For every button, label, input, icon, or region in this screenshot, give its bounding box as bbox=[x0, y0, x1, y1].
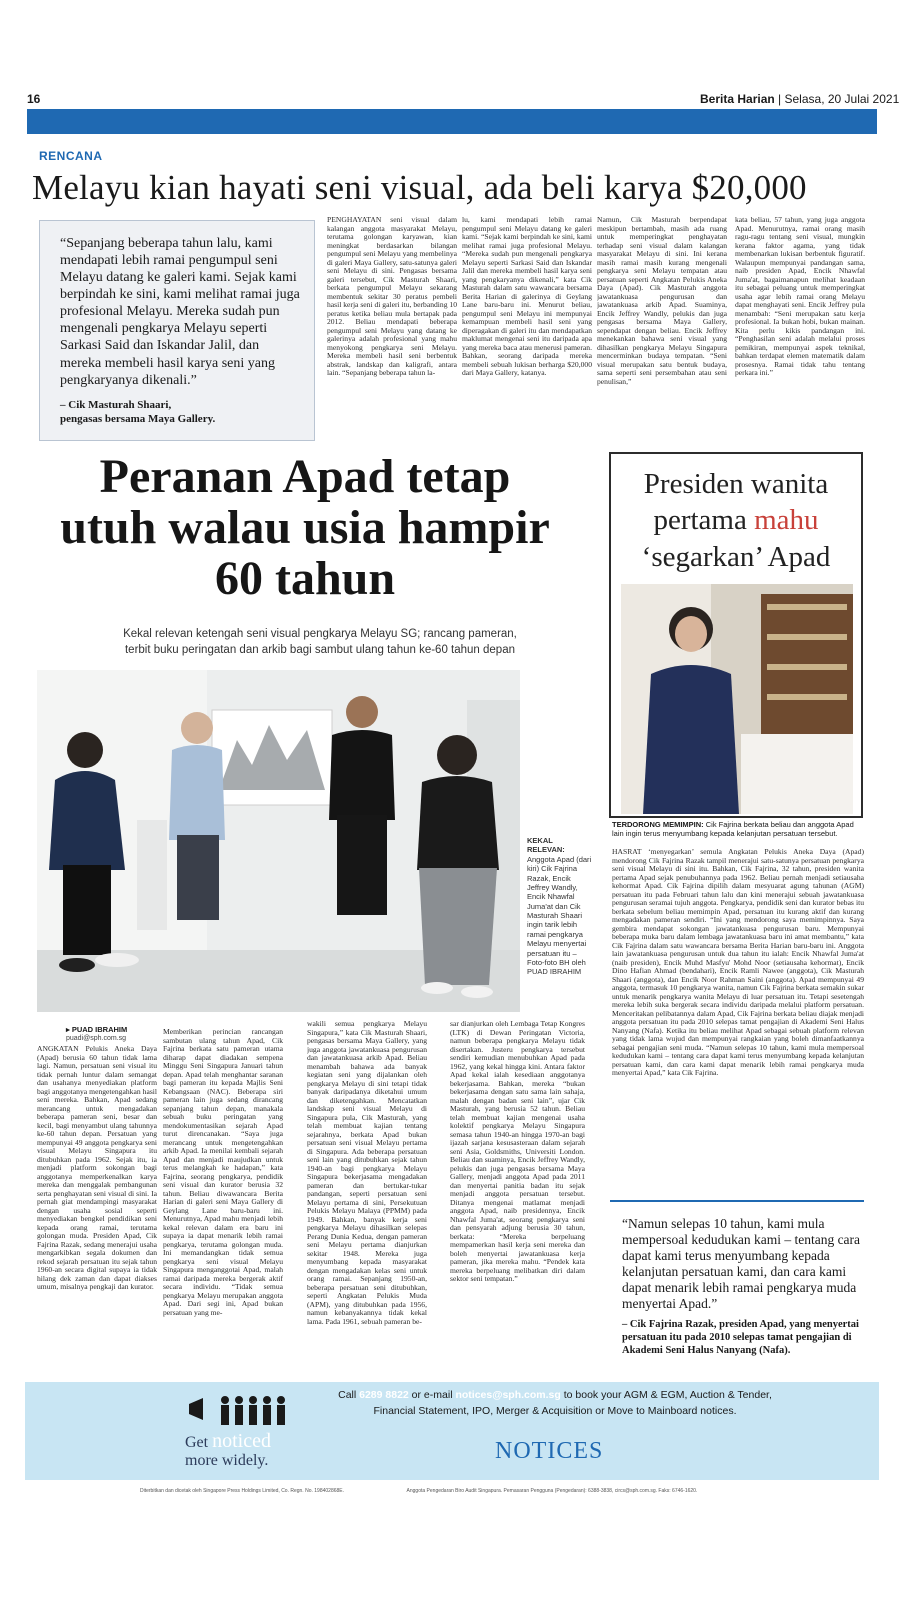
ad-text-part: or e-mail bbox=[408, 1389, 456, 1401]
story1-col-3: Namun, Cik Masturah berpendapat meskipun bertambah, masih ada ruang untuk memperingkat penghayatan terhadap seni visual dalam kalangan masyarakat Melayu di sini. Ini kerana masih ramai masih kurang mengenali pengkarya seni Melayu tempatan atau persatuan seperti Angkatan Pelukis Aneka Daya (Apad). Cik Masturah anggota jawatankuasa pengurusan dan jawatankuasa arkib Apad. Suaminya, Encik Jeffrey Wandly, pelukis dan juga pengasas bersama Maya Gallery, sependapat dengan beliau. Encik Jeffrey menekankan bahawa seni visual yang dihasilkan pengkarya Melayu Singapura mencerminkan budaya tempatan. “Seni visual merupakan satu bentuk budaya, sama seperti seni persembahan atau seni penulisan,” bbox=[597, 216, 727, 386]
story2-col-1: ANGKATAN Pelukis Aneka Daya (Apad) berusia 60 tahun tidak lama lagi. Namun, persatuan seni visual itu tidak pernah luntur dalam semangat dan usahanya menyediakan platform bagi anggotanya mengetengahkan hasil seni mereka. Bahkan, Apad sedang merancang untuk mengadakan beberapa pameran seni, besar dan kecil, bagi menyambut ulang tahunnya ke-60 tahun depan. Persatuan yang mempunyai 49 anggota pengkarya seni visual Melayu Singapura itu ditubuhkan pada 1962. Sejak itu, ia menjadi platform sokongan bagi anggotanya memperkenalkan karya mereka dan menggalak pembangunan serta penghayatan seni visual di sini. Ia pernah giat mendampingi masyarakat dengan usaha sosial seperti menyediakan bengkel pendidikan seni kepada orang ramai, terutama golongan muda. Presiden Apad, Cik Fajrina Razak, sedang menerajui usaha mengarkibkan segala dokumen dan rekod sejarah persatuan itu sejak tahun 1960-an secara digital supaya ia tidak hilang dek zaman dan dapat diakses umum, misalnya pengkaji dan kurator. bbox=[37, 1045, 157, 1291]
sidebar-headline-accent: mahu bbox=[754, 504, 819, 537]
sidebar-headline bbox=[611, 466, 861, 575]
sidebar-pull-quote-box bbox=[610, 1200, 864, 1356]
sidebar-headline-line-1: Presiden wanita bbox=[643, 468, 829, 500]
notices-advertisement[interactable] bbox=[25, 1382, 879, 1480]
byline-email[interactable]: puadi@sph.com.sg bbox=[66, 1035, 127, 1042]
ad-text bbox=[315, 1388, 795, 1420]
sidebar-caption-body: Cik Fajrina berkata beliau dan anggota Apad lain ingin terus menyumbang kepada kelanjutan persatuan tersebut. bbox=[612, 820, 854, 839]
story2-col-4: sar dianjurkan oleh Lembaga Tetap Kongres (LTK) di Dewan Peringatan Victoria, namun beberapa pengkarya Melayu tidak disertakan. Justeru pengkarya tersebut sendiri kemudian menubuhkan Apad pada 1962, yang kekal hingga kini. Antara faktor Apad kekal ialah kesediaan anggotanya bekerjasama. Bahkan, mereka “bukan bekerjasama dengan satu sama lain sahaja, malah dengan badan seni lain”, ujar Cik Masturah, yang berusia 52 tahun. Beliau telah membuat kajian mengenai usaha kolektif pengkarya Melayu Singapura semasa tahun 1940-an hingga 1970-an bagi ijazah sarjana kesusasteraan dalam sejarah seni Asia, Goldsmiths, Universiti London. Beliau dan suaminya, Encik Jeffrey Wandly, pelukis dan juga pengasas bersama Maya Gallery, menjadi anggota Apad pada 2011 dan menyertai panitia badan itu sejak menjadi anggota persatuan tersebut. Ditanya mengenai matlamat menjadi anggota Apad, naib presidennya, Encik Nhawfal Juma'at, seorang pengkarya seni dan pensyarah adjung berusia 30 tahun, berkata: “Mereka berpeluang mempamerkan hasil kerja seni mereka dan boleh menyertai jawatankuasa kerja pameran, jika mereka mahu. “Pendek kata mereka berpeluang melibatkan diri dalam sektor seni tempatan.” bbox=[450, 1020, 585, 1283]
pull-quote-box bbox=[39, 220, 315, 441]
headline-2: Peranan Apad tetap utuh walau usia hampir 60 tahun bbox=[60, 450, 550, 605]
ad-text-part: to book your AGM & EGM, Auction & Tender, bbox=[560, 1389, 772, 1401]
president-photo-illustration bbox=[621, 584, 853, 814]
byline-name: ▸ PUAD IBRAHIM bbox=[66, 1025, 128, 1034]
sidebar-pull-quote-text: “Namun selepas 10 tahun, kami mula mempersoal kedudukan kami – tentang cara dapat kami terus menyumbang kepada kelanjutan persatuan kami, dan cara kami dapat menarik lebih ramai pengkarya muda menyertai Apad.” bbox=[622, 1216, 861, 1311]
photo1-caption-body: Anggota Apad (dari kiri) Cik Fajrina Razak, Encik Jeffrey Wandly, Encik Nhawfal Juma'at dan Cik Masturah Shaari ingin tarik lebih ramai pengkarya Melayu menyertai persatuan itu – Foto-foto BH oleh PUAD IBRAHIM bbox=[527, 854, 592, 977]
sidebar-body: HASRAT ‘menyegarkan’ semula Angkatan Pelukis Aneka Daya (Apad) mendorong Cik Fajrina Razak tampil menerajui satu-satunya persatuan pengkarya seni visual Melayu di sini itu. Bahkan, Cik Fajrina, 32 tahun, presiden wanita pertama Apad sejak penubuhannya pada 1962. Beliau pernah menjadi setiausaha kehormat Apad. Cik Fajrina dipilih dalam mesyuarat agung tahunan (AGM) persatuan itu pada Februari tahun lalu dan kini menerajui sebuah jawatankuasa pengurusan seramai tujuh anggota. Pengkarya, pendidik seni dan kurator bebas itu berkata sebelum beliau memimpin Apad, persatuan itu kurang aktif dan kurang mengadakan pameran sendiri. “Ini yang mendorong saya memimpinnya. Saya gembira mendapat sokongan jawatankuasa pengurusan baru. Mempunyai beberapa muka baru dalam lembaga jawatankuasa baru ini amat membantu,” kata Cik Fajrina dalam satu wawancara bersama Berita Harian baru-baru ini. Anggota lain jawatankuasa pengurusan untuk dua tahun itu ialah: Encik Nhawfal Juma'at (naib presiden), Encik Muhd Masfyu' Mohd Noor (setiausaha kehormat), Encik Dino Hafian Ahmad (bendahari), Encik Ramli Nawee (anggota), Cik Masturah Shaari (anggota), dan Encik Noor Rahman Saini (anggota). Apad mempunyai 49 anggota, termasuk 10 pengkarya wanita, namun Cik Fajrina berkata semakin sukar untuk menarik pengkarya wanita Melayu di luar persatuan itu. Tetapi sesetengah mereka lebih suka bergerak secara individu daripada melalui platform persatuan. Menceritakan pelibatannya dalam Apad, Cik Fajrina berkata beliau diajak menjadi anggota persatuan itu pada 2010 selepas tamat pengajian di Akademi Seni Halus Nanyang (Nafa). Ketika itu beliau melihat Apad sebagai sebuah platform relevan yang tidak lama wujud dan mempunyai rangkaian yang boleh dimanfaatkannya sebagai pengajian seni muda. “Namun selepas 10 tahun, kami mula mempersoal kedudukan kami – tentang cara dapat kami terus menyumbang kepada kelanjutan persatuan kami, dan cara kami dapat menarik lebih ramai pengkarya muda menyertai Apad,” kata Cik Fajrina. bbox=[612, 848, 864, 1077]
story1-col-1: PENGHAYATAN seni visual dalam kalangan anggota masyarakat Melayu, terutama golongan karyawan, kian meningkat berdasarkan bilangan pengumpul seni Melayu yang membelinya di galeri Maya Gallery, satu-satunya galeri seni Melayu di sini. Pengasas bersama galeri tersebut, Cik Masturah Shaari, berkata pengumpul Melayu sekarang membentuk sekitar 30 peratus pembeli hasil kerja seni di galeri itu, berbanding 10 peratus ketika beliau mula bertapak pada 2012. Beliau mendapati beberapa pengumpul seni Melayu yang datang ke galerinya adalah profesional yang mahu menyokong pengkarya seni Melayu. Mereka membeli hasil seni berbentuk abstrak, landskap dan kaligrafi, antara lain. “Sepanjang beberapa tahun la- bbox=[327, 216, 457, 377]
masthead: Berita Harian | Selasa, 20 Julai 2021 bbox=[700, 92, 900, 106]
footer-left: Diterbitkan dan dicetak oleh Singapore Press Holdings Limited, Co. Regn. No. 198402868E. bbox=[140, 1488, 345, 1494]
ad-phone[interactable]: 6289 8822 bbox=[359, 1389, 409, 1401]
photo1-caption-title-1: KEKAL bbox=[527, 836, 553, 845]
photo1-caption bbox=[527, 836, 593, 977]
sidebar-headline-line-2 bbox=[611, 502, 861, 538]
sidebar-box bbox=[609, 452, 863, 818]
pull-quote-attribution bbox=[60, 398, 300, 427]
issue-date: Selasa, 20 Julai 2021 bbox=[784, 92, 900, 106]
pull-quote-attr-line-1: – Cik Masturah Shaari, bbox=[60, 398, 172, 411]
story2-col-2: Memberikan perincian rancangan sambutan ulang tahun Apad, Cik Fajrina berkata satu pameran utama diharap dapat diadakan sempena Minggu Seni Singapura Januari tahun depan. Apad telah menghantar saranan bagi pameran itu kepada Majlis Seni Kebangsaan (NAC). Beberapa siri pameran lain juga sedang dirancang sepanjang tahun depan, manakala sebuah buku peringatan yang mendokumentasikan sejarah Apad turut direncanakan. “Saya juga merancang untuk mengetengahkan arkib Apad. Ia menilai kembali sejarah Apad dan menjadi maujudkan untuk terus melangkah ke hadapan,” kata Fajrina, seorang pengkarya, pendidik seni visual dan kurator berusia 32 tahun. Beliau diwawancara Berita Harian di galeri seni Maya Gallery di Geylang Lane baru-baru ini. Menurutnya, Apad mahu menjadi lebih kekal relevan dalam era baru ini supaya ia dapat menarik lebih ramai pengkarya, terutama golongan muda. Ini memandangkan tidak semua pengkarya seni visual Melayu Singapura menganggotai Apad, malah ramai daripada mereka bergerak aktif secara individu. “Tidak semua pengkarya Melayu merupakan anggota Apad. Dari segi ini, Apad bukan persatuan yang me- bbox=[163, 1028, 283, 1317]
ad-text-part: Call bbox=[338, 1389, 360, 1401]
story2-col-3: wakili semua pengkarya Melayu Singapura,” kata Cik Masturah Shaari, pengasas bersama Maya Gallery, yang juga anggota jawatankuasa pengurusan dan jawatankuasa arkib Apad. Beliau menambah bahawa ada banyak kegiatan seni yang dijalankan oleh pengkarya Melayu di sini tetapi tidak banyak daripadanya diketahui umum dan diketengahkan. Mencatatkan landskap seni visual Melayu di Singapura pula, Cik Masturah, yang telah membuat kajian tentang sejarahnya, berkata Apad bukan persatuan seni visual Melayu pertama di Singapura. Ada beberapa persatuan seni lain yang ditubuhkan sejak tahun 1940-an bagi pengkarya Melayu Singapura bekerjasama mengadakan pameran dan bertukar-tukar pandangan, seperti persatuan seni Melayu pertama di sini, Persekutuan Pelukis Melayu Malaya (PPMM) pada 1949. Bahkan, banyak kerja seni pengkarya Melayu dihasilkan selepas Perang Dunia Kedua, dengan pameran seni Melayu pertama dianjurkan sekitar 1948. Mereka juga menyumbang kepada masyarakat dengan mengadakan kelas seni untuk orang ramai. Sepanjang 1950-an, beberapa persatuan seni ditubuhkan, seperti Angkatan Pelukis Muda (APM), yang ditubuhkan pada 1956, namun kebanyakannya tidak kekal lama. Pada 1961, sebuah pameran be- bbox=[307, 1020, 427, 1326]
ad-tagline-highlight: noticed bbox=[212, 1430, 271, 1452]
header-bar bbox=[27, 109, 877, 134]
ad-tagline bbox=[185, 1430, 271, 1470]
sidebar-photo-caption bbox=[612, 820, 862, 839]
president-photo bbox=[621, 584, 853, 814]
sidebar-headline-part: pertama bbox=[653, 504, 755, 537]
sidebar-headline-line-3: ‘segarkan’ Apad bbox=[641, 540, 831, 573]
group-photo-illustration bbox=[37, 670, 520, 1012]
story1-col-4: kata beliau, 57 tahun, yang juga anggota Apad. Menurutnya, ramai orang masih ragu-ragu tentang seni visual, mungkin kerana faktor agama, yang tidak membenarkan lukisan berbentuk figuratif. Walaupun mempunyai pandangan sama, naib presiden Apad, Encik Nhawfal Juma'at, bagaimanapun melihat keadaan itu sebagai peluang untuk memperingkat usaha agar lebih ramai orang Melayu dapat menghayati seni. Encik Jeffrey pula menambah: “Seni merupakan satu kerja profesional. Ia bukan hobi, bukan mainan. Kita perlu kikis pandangan ini. “Penghasilan seni adalah melalui proses pemikiran, mempunyai aspek teknikal, bahkan terdapat elemen matematik dalam prosesnya. Ramai tidak tahu tentang perkara ini.” bbox=[735, 216, 865, 377]
section-label: RENCANA bbox=[39, 149, 103, 163]
sidebar-pull-quote-attribution: – Cik Fajrina Razak, presiden Apad, yang menyertai persatuan itu pada 2010 selepas tamat pengajian di Akademi Seni Halus Nanyang (Nafa). bbox=[622, 1318, 859, 1356]
crowd-megaphone-icon bbox=[185, 1390, 305, 1430]
ad-text-line-2: Financial Statement, IPO, Merger & Acquisition or Move to Mainboard notices. bbox=[373, 1404, 737, 1417]
page-number: 16 bbox=[27, 92, 41, 106]
story1-col-2: lu, kami mendapati lebih ramai pengumpul seni Melayu datang ke galeri kami. “Sejak kami berpindah ke sini, kami melihat ramai juga profesional Melayu. “Mereka sudah pun mengenali pengkarya Melayu seperti Sarkasi Said dan Iskandar Jalil dan mereka membeli hasil karya seni yang pengkaryanya dikenali,” kata Cik Masturah dalam satu wawancara bersama Berita Harian di galerinya di Geylang Lane baru-baru ini. Menurut beliau, pengumpul seni Melayu ini mempunyai kemampuan membeli hasil seni yang diperagakan di galeri itu dan mendapatkan maklumat mengenai seni itu daripada apa yang mereka baca atau menerusi pameran. Bahkan, seorang daripada mereka membeli sebuah lukisan berharga $20,000 dari Maya Gallery, katanya. bbox=[462, 216, 592, 377]
ad-tagline-part: Get bbox=[185, 1434, 209, 1451]
photo1-caption-title-2: RELEVAN: bbox=[527, 845, 565, 855]
ad-tagline-line-2: more widely. bbox=[185, 1452, 269, 1469]
paper-name: Berita Harian bbox=[700, 92, 775, 106]
footer-right: Anggota Pengedaran Biro Audit Singapura. Pemasaran Pengguna (Pengedaran): 6388-3838, circs@sph.com.sg. Faks: 6746-1620. bbox=[406, 1488, 698, 1494]
ad-brand: NOTICES bbox=[495, 1438, 604, 1464]
pull-quote-attr-line-2: pengasas bersama Maya Gallery. bbox=[60, 413, 216, 425]
standfirst: Kekal relevan ketengah seni visual pengkarya Melayu SG; rancang pameran, terbit buku peringatan dan arkib bagi sambut ulang tahun ke-60 tahun depan bbox=[123, 628, 517, 656]
ad-email[interactable]: notices@sph.com.sg bbox=[455, 1389, 561, 1401]
headline-1: Melayu kian hayati seni visual, ada beli karya $20,000 bbox=[32, 168, 807, 207]
pull-quote-text: “Sepanjang beberapa tahun lalu, kami mendapati lebih ramai pengumpul seni Melayu datang ke galeri kami. Sejak kami berpindah ke sini, kami melihat ramai juga profesional Melayu. Mereka sudah pun mengenali pengkarya Melayu seperti Sarkasi Said dan Iskandar Jalil, dan mereka membeli hasil karya seni yang pengkaryanya dikenali.” bbox=[60, 236, 300, 388]
imprint-footer bbox=[140, 1488, 840, 1494]
group-photo bbox=[37, 670, 520, 1012]
sidebar-caption-title: TERDORONG MEMIMPIN: bbox=[612, 820, 704, 829]
